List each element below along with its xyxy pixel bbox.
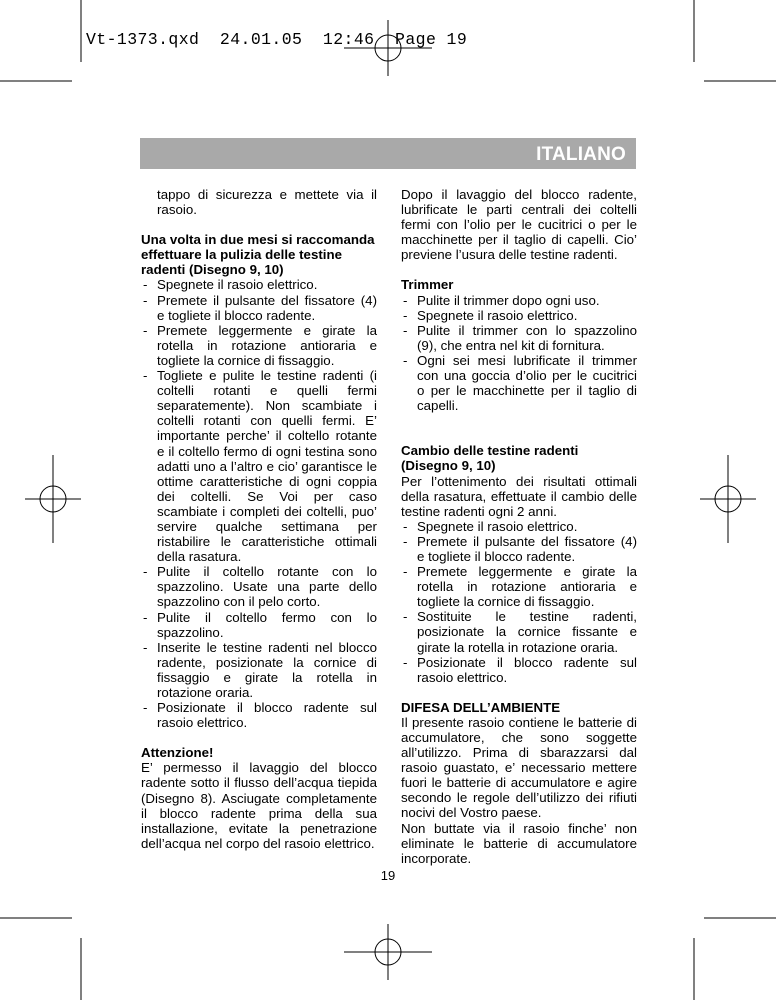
registration-target — [25, 455, 81, 543]
list-item: - Spegnete il rasoio elettrico. — [141, 277, 377, 292]
list-item: - Premete il pulsante del fissatore (4) e togliete il blocco radente. — [401, 534, 637, 564]
language-banner — [140, 138, 636, 169]
list-continuation — [141, 187, 377, 217]
registration-target — [700, 455, 756, 543]
list-item: - Ogni sei mesi lubrificate il trimmer con una goccia d’olio per le cucitrici o per le macchinette per il taglio di capelli. — [401, 353, 637, 413]
list-item: - Posizionate il blocco radente sul rasoio elettrico. — [401, 655, 637, 685]
list-item: - Posizionate il blocco radente sul rasoio elettrico. — [141, 700, 377, 730]
trimmer-heading: Trimmer — [401, 277, 454, 293]
list-item: - Togliete e pulite le testine radenti (i coltelli rotanti e quelli fermi separatemente). Non scambiate i coltelli rotanti con quelli fermi. E’ importante perche’ il coltello rotante e il coltello fermo di ogni testina sono adatti uno a l’altro e cio’ garantisce le ottime caratteristiche di ogni coppia dei coltelli. Se Voi per caso scambiate i completi dei coltelli, puo’ servire qualche settimana per ristabilire le caratteristiche ottimali della rasatura. — [141, 368, 377, 564]
list-item: - Spegnete il rasoio elettrico. — [401, 308, 637, 323]
environment-paragraph: Il presente rasoio contiene le batterie di accumulatore, che sono soggette all’utilizzo. Prima di sbarazzarsi dal rasoio guastato, e’ necessario mettere fuori le batterie di accumulatore e agire secondo le regole dell’utilizzo dei rifiuti nocivi del Vostro paese. — [401, 714, 637, 821]
list-item: - Pulite il trimmer con lo spazzolino (9), che entra nel kit di fornitura. — [401, 323, 637, 353]
list-item: - Pulite il coltello rotante con lo spazzolino. Usate una parte dello spazzolino con il pelo corto. — [141, 564, 377, 609]
list-item: - Premete leggermente e girate la rotella in rotazione antioraria e togliete la cornice di fissaggio. — [401, 564, 637, 609]
list-item: - Pulite il trimmer dopo ogni uso. — [401, 293, 637, 308]
change-heads-steps-list — [401, 519, 637, 685]
list-item: - Sostituite le testine radenti, posizionate la cornice fissante e girate la rotella in rotazione oraria. — [401, 609, 637, 654]
lubrication-paragraph: Dopo il lavaggio del blocco radente, lubrificate le parti centrali dei coltelli fermi con l’olio per le cucitrici o per le macchinette per il taglio di capelli. Cio’ previene l’usura delle testine radenti. — [401, 187, 637, 263]
left-column — [141, 187, 377, 851]
list-item: tappo di sicurezza e mettete via il rasoio. — [157, 187, 377, 218]
section-heading: Una volta in due mesi si raccomanda effettuare la pulizia delle testine radenti (Disegno 9, 10) — [141, 232, 375, 278]
cleaning-steps-list — [141, 277, 377, 730]
environment-paragraph-2: Non buttate via il rasoio finche’ non eliminate le batterie di accumulatore incorporate. — [401, 820, 637, 866]
right-column — [401, 187, 637, 866]
change-heads-heading: Cambio delle testine radenti (Disegno 9, 10) — [401, 443, 579, 474]
environment-heading: DIFESA DELL’AMBIENTE — [401, 699, 561, 715]
attention-heading: Attenzione! — [141, 745, 214, 761]
registration-target — [344, 924, 432, 980]
list-item: - Pulite il coltello fermo con lo spazzolino. — [141, 610, 377, 640]
language-title: ITALIANO — [536, 144, 626, 165]
print-slug: Vt-1373.qxd 24.01.05 12:46 Page 19 — [86, 30, 468, 49]
list-item: - Inserite le testine radenti nel blocco radente, posizionate la cornice di fissaggio e girate la rotella in rotazione oraria. — [141, 640, 377, 700]
list-item: - Premete leggermente e girate la rotella in rotazione antioraria e togliete la cornice di fissaggio. — [141, 323, 377, 368]
list-item: - Spegnete il rasoio elettrico. — [401, 519, 637, 534]
trimmer-steps-list — [401, 293, 637, 414]
registration-target — [344, 20, 432, 76]
change-heads-paragraph: Per l’ottenimento dei risultati ottimali della rasatura, effettuate il cambio delle testine radenti ogni 2 anni. — [401, 473, 637, 519]
attention-paragraph: E’ permesso il lavaggio del blocco radente sotto il flusso dell’acqua tiepida (Disegno 8). Asciugate completamente il blocco radente prima della sua installazione, evitate la penetrazione dell’acqua nel corpo del rasoio elettrico. — [141, 760, 377, 851]
list-item: - Premete il pulsante del fissatore (4) e togliete il blocco radente. — [141, 293, 377, 323]
page-number: 19 — [380, 868, 396, 883]
